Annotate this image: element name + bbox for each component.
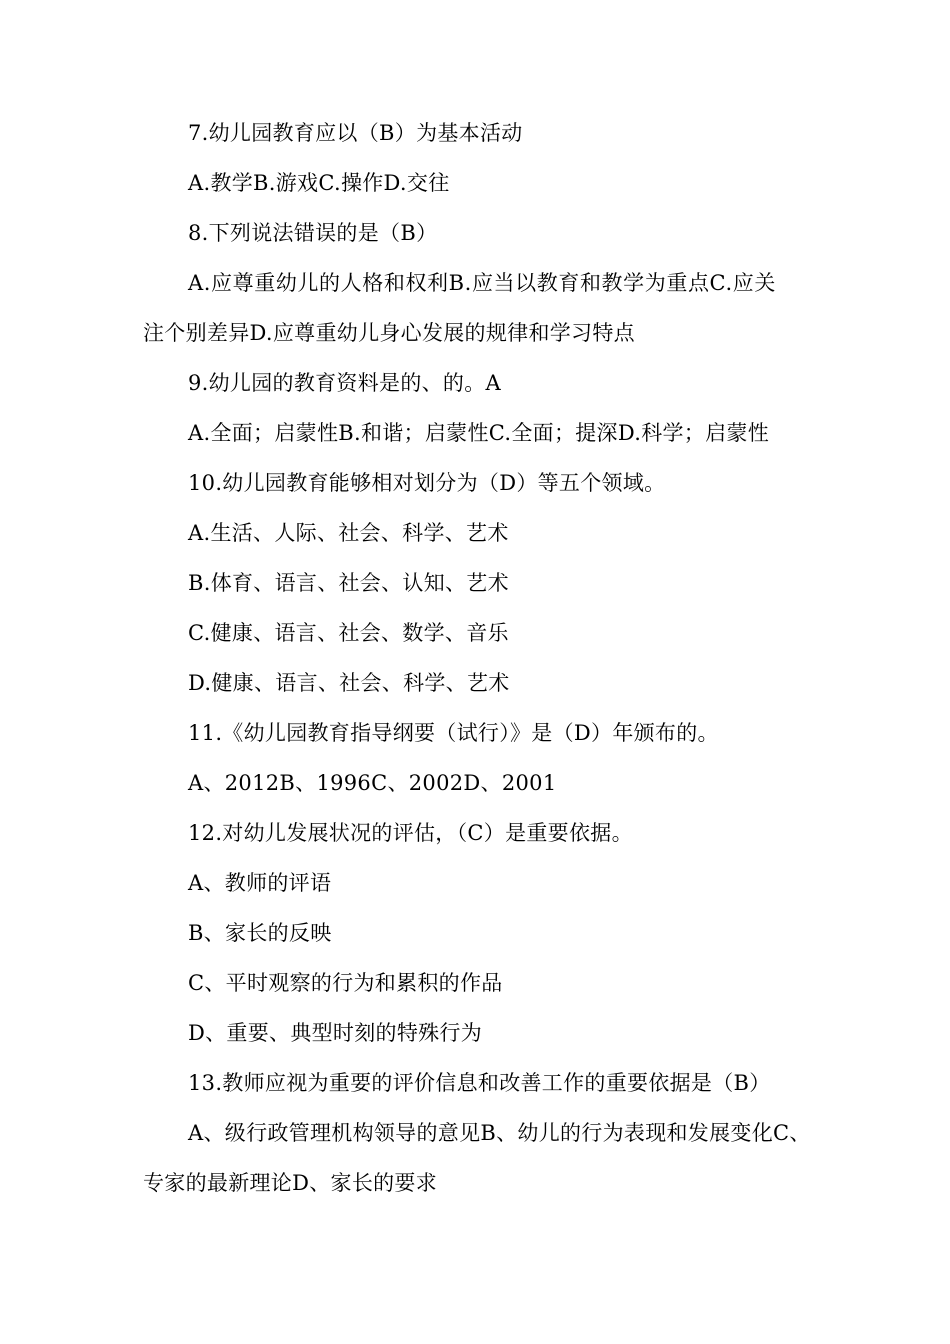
question-8-options: A.应尊重幼儿的人格和权利B.应当以教育和教学为重点C.应关 <box>188 271 776 295</box>
question-13-options-continued: 专家的最新理论D、家长的要求 <box>143 1171 438 1195</box>
question-10-option-b: B.体育、语言、社会、认知、艺术 <box>188 571 509 595</box>
question-9-options: A.全面；启蒙性B.和谐；启蒙性C.全面；提深D.科学；启蒙性 <box>188 421 770 445</box>
question-10-option-c: C.健康、语言、社会、数学、音乐 <box>188 621 509 645</box>
question-13-options: A、级行政管理机构领导的意见B、幼儿的行为表现和发展变化C、 <box>188 1121 811 1145</box>
question-8-options-continued: 注个别差异D.应尊重幼儿身心发展的规律和学习特点 <box>143 321 635 345</box>
question-12-option-b: B、家长的反映 <box>188 921 332 945</box>
question-12-option-a: A、教师的评语 <box>188 871 332 895</box>
question-10: 10.幼儿园教育能够相对划分为（D）等五个领域。 <box>188 471 666 495</box>
question-12: 12.对幼儿发展状况的评估，（C）是重要依据。 <box>188 821 633 845</box>
question-11-options: A、2012B、1996C、2002D、2001 <box>188 771 557 795</box>
question-7-options: A.教学B.游戏C.操作D.交往 <box>188 171 450 195</box>
question-9: 9.幼儿园的教育资料是的、的。A <box>188 371 502 395</box>
question-10-option-d: D.健康、语言、社会、科学、艺术 <box>188 671 510 695</box>
question-8: 8.下列说法错误的是（B） <box>188 221 438 245</box>
question-12-option-d: D、重要、典型时刻的特殊行为 <box>188 1021 483 1045</box>
question-10-option-a: A.生活、人际、社会、科学、艺术 <box>188 521 509 545</box>
question-12-option-c: C、平时观察的行为和累积的作品 <box>188 971 503 995</box>
question-11: 11.《幼儿园教育指导纲要（试行）》是（D）年颁布的。 <box>188 721 719 745</box>
question-13: 13.教师应视为重要的评价信息和改善工作的重要依据是（B） <box>188 1071 771 1095</box>
question-7: 7.幼儿园教育应以（B）为基本活动 <box>188 121 523 145</box>
